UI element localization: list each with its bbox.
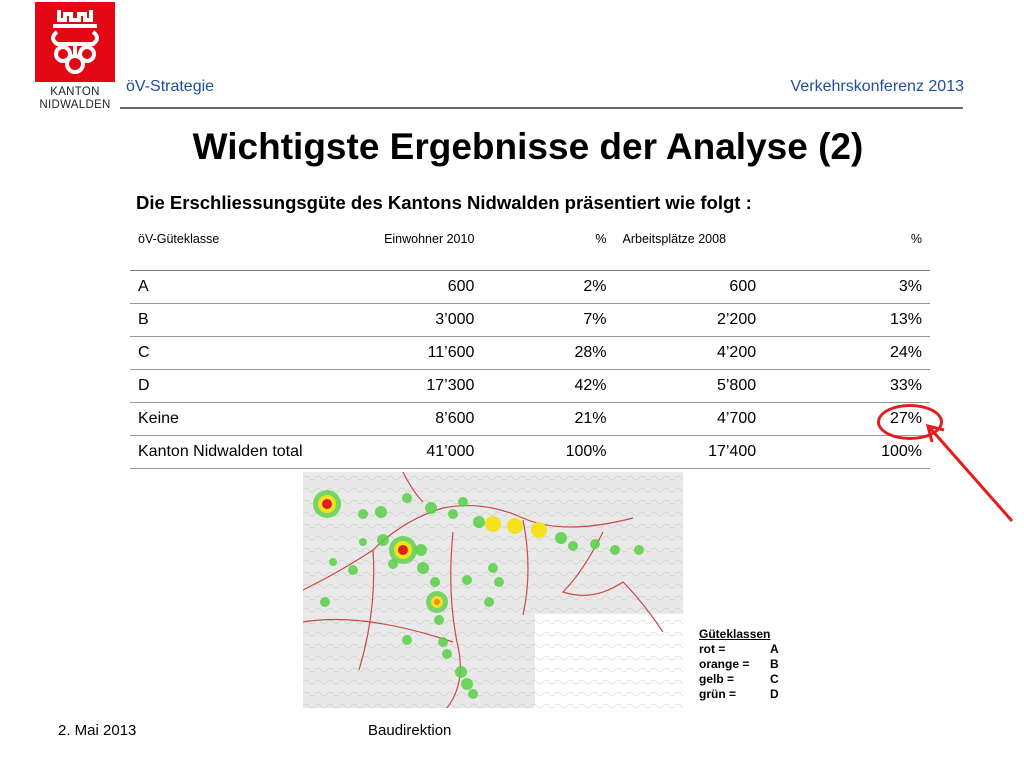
table-cell: 41’000 [314,436,483,469]
table-cell: 100% [482,436,614,469]
table-row [130,337,930,370]
table-cell: 100% [764,436,930,469]
table-cell: 600 [314,271,483,304]
table-cell: 33% [764,370,930,403]
table-row [130,436,930,469]
legend-item [699,672,779,687]
legend-item [699,657,779,672]
highlighted-value-text: 27% [889,410,922,427]
logo-line-2: NIDWALDEN [39,99,111,111]
table-cell: 8’600 [314,403,483,436]
logo-line-1: KANTON [50,86,100,98]
header-divider [120,107,963,109]
table-cell: 11’600 [314,337,483,370]
table-cell: Kanton Nidwalden total [130,436,314,469]
table-cell: 24% [764,337,930,370]
column-header: Arbeitsplätze 2008 [615,228,765,271]
column-header: % [482,228,614,271]
legend-class: B [770,657,779,671]
legend-label: rot = [699,642,726,656]
table-cell: 5’800 [615,370,765,403]
footer-department: Baudirektion [368,722,452,739]
table-cell: 3% [764,271,930,304]
map-legend [699,627,779,702]
legend-label: grün = [699,687,737,701]
table-row [130,370,930,403]
red-arrow-icon [918,418,1018,528]
table-cell: 3’000 [314,304,483,337]
table-cell: B [130,304,314,337]
results-table [130,228,930,469]
logo-text [32,86,118,112]
legend-class: A [770,642,779,656]
table-cell: C [130,337,314,370]
table-cell: 13% [764,304,930,337]
table-cell: 17’400 [615,436,765,469]
coat-of-arms-icon [35,2,115,82]
table-cell: 600 [615,271,765,304]
table-cell: 2’200 [615,304,765,337]
legend-class: D [770,687,779,701]
header-left: öV-Strategie [126,78,215,95]
table-cell: Keine [130,403,314,436]
slide-title: Wichtigste Ergebnisse der Analyse (2) [192,126,864,167]
kanton-logo [35,2,115,114]
column-header: öV-Güteklasse [130,228,314,271]
legend-class: C [770,672,779,686]
column-header: % [764,228,930,271]
footer-date: 2. Mai 2013 [58,722,137,739]
column-header: Einwohner 2010 [314,228,483,271]
table-row [130,304,930,337]
slide-subtitle: Die Erschliessungsgüte des Kantons Nidwalden präsentiert wie folgt : [136,192,752,213]
table-cell: D [130,370,314,403]
accessibility-map [303,472,683,708]
legend-item [699,642,779,657]
table-cell: 21% [482,403,614,436]
table-cell: 4’700 [615,403,765,436]
legend-label: orange = [699,657,750,671]
table-cell: 7% [482,304,614,337]
legend-title: Güteklassen [699,627,771,641]
header-right: Verkehrskonferenz 2013 [790,78,964,95]
table-cell: 28% [482,337,614,370]
table-cell-highlighted [764,403,930,436]
table-cell: 42% [482,370,614,403]
table-row [130,271,930,304]
table-header-row [130,228,930,271]
table-cell: 4’200 [615,337,765,370]
legend-label: gelb = [699,672,735,686]
legend-item [699,687,779,702]
table-cell: 17’300 [314,370,483,403]
table-cell: 2% [482,271,614,304]
table-row [130,403,930,436]
table-cell: A [130,271,314,304]
